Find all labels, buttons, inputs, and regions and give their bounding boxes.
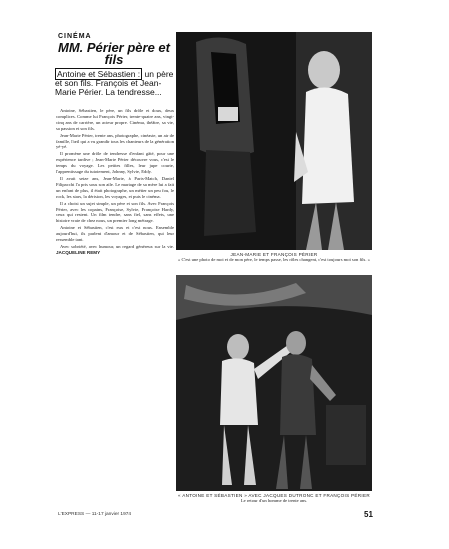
body-paragraph: Antoine et Sébastien, c'est eux et c'est nous. Ensemble aujourd'hui, ils parlent d'amour et de Sébastien, qui leur ressemble tant. bbox=[56, 225, 174, 243]
article-body bbox=[56, 108, 174, 491]
page-number: 51 bbox=[364, 510, 373, 519]
photo-father-and-son bbox=[176, 32, 372, 250]
body-paragraph: Antoine, Sébastien, le père, un fils drôle et doux, deux complices. Comme lui François Périer, trente-quatre ans, vingt-cinq ans de carrière, un acteur propre. Cinéma, théâtre, sa vie, sa passion et son fils. bbox=[56, 108, 174, 131]
photo-film-still bbox=[176, 275, 372, 491]
body-paragraph: Il promène une drôle de tendresse d'enfant gâté, pour une expérience tardive ; Jean-Marie Périer découvre vous, c'est le temps du voyage. Les petites filles, leur jupe courte, l'apprentissage du tutoiement, Johnny, Sylvie, Eddy. bbox=[56, 151, 174, 175]
caption-bottom-text: Le retour d'un homme de trente ans. bbox=[240, 498, 308, 504]
body-paragraph: Il avait seize ans, Jean-Marie, à Paris-Match, Daniel Filipacchi l'a pris sous son aile. Le mariage de sa mère lui a fait un enfant de plus, il était photographe, un métier un peu fou, le rock, les stars, la dérision, les voyages, et puis le cinéma. bbox=[56, 175, 174, 199]
author-signature: JACQUELINE REMY bbox=[56, 249, 101, 255]
photo-film-still-image bbox=[176, 275, 372, 491]
caption-top-names: JEAN-MARIE ET FRANÇOIS PÉRIER bbox=[230, 252, 318, 257]
article-headline: MM. Périer père et fils bbox=[58, 40, 170, 67]
article-standfirst bbox=[55, 70, 175, 97]
photo-caption-top bbox=[176, 252, 372, 263]
standfirst-boxed-title: Antoine et Sébastien : bbox=[57, 69, 141, 79]
body-paragraph: Jean-Marie Périer, trente ans, photographe, cinéaste, un air de famille, l'œil qui a vu grandir tous les chanteurs de la génération yé-yé. bbox=[56, 132, 174, 150]
standfirst-text: un père et son fils. François et Jean-Marie Périer. La tendresse... bbox=[55, 69, 174, 97]
section-rubric: CINÉMA bbox=[58, 33, 92, 40]
caption-top-text: « C'est une photo de moi et de mon père, le temps passe, les rôles changent, c'est toujours moi son fils. » bbox=[178, 257, 370, 263]
issue-footer: L'EXPRESS — 11-17 janvier 1974 bbox=[58, 512, 132, 517]
body-paragraph-text: Avec sobriété, avec humour, un regard généreux sur la vie. bbox=[60, 243, 174, 249]
photo-caption-bottom bbox=[176, 493, 372, 504]
body-paragraph: Il a choisi un sujet simple, un père et son fils. Avec François Périer, avec les copains, Françoise, Sylvie, Françoise Hardy, ceux qui restent. Un film tendre, sans fiel, sans effets, une histoire vraie de chez nous, un premier long métrage. bbox=[56, 200, 174, 224]
body-paragraph bbox=[56, 244, 174, 256]
photo-father-and-son-image bbox=[176, 32, 372, 250]
caption-bottom-names: « ANTOINE ET SÉBASTIEN » AVEC JACQUES DUTRONC ET FRANÇOIS PÉRIER bbox=[178, 493, 370, 498]
